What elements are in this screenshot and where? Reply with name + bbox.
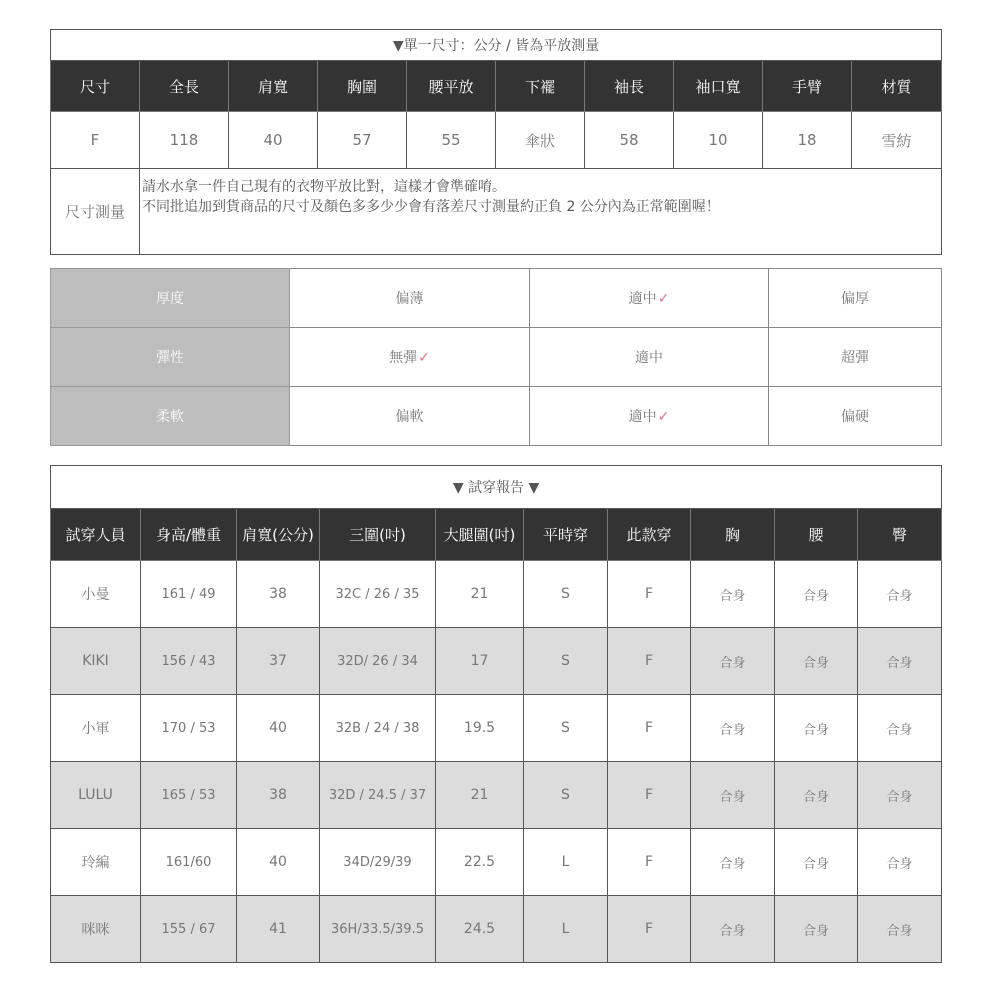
report-cell: 合身 xyxy=(858,561,942,628)
report-cell: KIKI xyxy=(51,628,141,695)
texture-option-label: 偏薄 xyxy=(395,291,424,307)
report-cell: 合身 xyxy=(775,896,858,963)
report-header-cell: 胸 xyxy=(691,509,775,561)
size-header-cell: 手臂 xyxy=(763,61,852,112)
report-cell: 36H/33.5/39.5 xyxy=(320,896,436,963)
report-cell: 41 xyxy=(237,896,320,963)
report-cell: 155 / 67 xyxy=(141,896,237,963)
report-cell: 40 xyxy=(237,695,320,762)
report-cell: 小軍 xyxy=(51,695,141,762)
size-value-cell: 118 xyxy=(140,112,229,169)
size-table-title: ▼單一尺寸：公分 / 皆為平放測量 xyxy=(51,30,942,61)
report-cell: F xyxy=(608,628,691,695)
report-cell: 32C / 26 / 35 xyxy=(320,561,436,628)
size-value-cell: 58 xyxy=(585,112,674,169)
report-cell: S xyxy=(524,561,608,628)
texture-option-label: 無彈 xyxy=(389,350,418,366)
report-cell: F xyxy=(608,762,691,829)
report-cell: 21 xyxy=(436,762,524,829)
texture-attribute-cell: 彈性 xyxy=(51,328,290,387)
report-cell: 合身 xyxy=(691,561,775,628)
report-cell: 161 / 49 xyxy=(141,561,237,628)
report-cell: 32D / 24.5 / 37 xyxy=(320,762,436,829)
report-cell: 咪咪 xyxy=(51,896,141,963)
report-cell: L xyxy=(524,829,608,896)
report-cell: 合身 xyxy=(691,695,775,762)
texture-attribute-cell: 厚度 xyxy=(51,269,290,328)
report-cell: 合身 xyxy=(775,762,858,829)
report-header-cell: 臀 xyxy=(858,509,942,561)
report-cell: L xyxy=(524,896,608,963)
check-mark-icon: ✓ xyxy=(657,291,670,307)
report-cell: 161/60 xyxy=(141,829,237,896)
report-header-cell: 腰 xyxy=(775,509,858,561)
report-row xyxy=(51,561,942,628)
texture-option-cell xyxy=(290,269,530,328)
report-cell: 22.5 xyxy=(436,829,524,896)
report-cell: 合身 xyxy=(775,561,858,628)
report-row xyxy=(51,628,942,695)
report-cell: 玲編 xyxy=(51,829,141,896)
report-cell: 合身 xyxy=(691,628,775,695)
report-header-cell: 三圍(吋) xyxy=(320,509,436,561)
report-cell: 合身 xyxy=(858,829,942,896)
report-cell: 21 xyxy=(436,561,524,628)
texture-option-label: 偏軟 xyxy=(395,409,424,425)
size-header-cell: 腰平放 xyxy=(407,61,496,112)
report-cell: 合身 xyxy=(691,896,775,963)
report-cell: 合身 xyxy=(691,829,775,896)
texture-option-cell xyxy=(530,328,769,387)
size-value-cell: 18 xyxy=(763,112,852,169)
texture-row xyxy=(51,269,942,328)
report-cell: 37 xyxy=(237,628,320,695)
report-row xyxy=(51,896,942,963)
report-cell: 24.5 xyxy=(436,896,524,963)
texture-option-cell xyxy=(769,269,942,328)
size-value-cell: F xyxy=(51,112,140,169)
texture-option-label: 超彈 xyxy=(841,350,869,366)
report-cell: 小曼 xyxy=(51,561,141,628)
report-cell: 165 / 53 xyxy=(141,762,237,829)
size-header-cell: 袖長 xyxy=(585,61,674,112)
size-value-row xyxy=(51,112,942,169)
report-cell: 合身 xyxy=(775,628,858,695)
size-header-cell: 袖口寬 xyxy=(674,61,763,112)
report-cell: F xyxy=(608,896,691,963)
size-header-cell: 尺寸 xyxy=(51,61,140,112)
size-table-title-row xyxy=(51,30,942,61)
texture-option-cell xyxy=(530,387,769,446)
report-header-cell: 大腿圍(吋) xyxy=(436,509,524,561)
size-header-cell: 全長 xyxy=(140,61,229,112)
texture-table-body xyxy=(51,269,942,446)
texture-row xyxy=(51,328,942,387)
report-cell: 40 xyxy=(237,829,320,896)
report-cell: S xyxy=(524,695,608,762)
report-header-cell: 平時穿 xyxy=(524,509,608,561)
texture-option-label: 適中 xyxy=(628,291,657,307)
report-cell: S xyxy=(524,628,608,695)
texture-row xyxy=(51,387,942,446)
report-cell: F xyxy=(608,695,691,762)
report-cell: 38 xyxy=(237,561,320,628)
report-row xyxy=(51,695,942,762)
size-value-cell: 57 xyxy=(318,112,407,169)
size-note-row xyxy=(51,169,942,255)
report-cell: 合身 xyxy=(858,762,942,829)
size-note-line: 不同批追加到貨商品的尺寸及顏色多多少少會有落差尺寸測量約正負 2 公分內為正常範圍喔！ xyxy=(142,199,720,215)
check-mark-icon: ✓ xyxy=(418,350,430,366)
size-header-cell: 材質 xyxy=(852,61,942,112)
report-cell: 合身 xyxy=(691,762,775,829)
report-cell: 156 / 43 xyxy=(141,628,237,695)
report-header-row xyxy=(51,509,942,561)
size-value-cell: 40 xyxy=(229,112,318,169)
texture-option-label: 偏厚 xyxy=(841,291,869,307)
texture-option-cell xyxy=(530,269,769,328)
report-cell: 32D/ 26 / 34 xyxy=(320,628,436,695)
report-cell: F xyxy=(608,561,691,628)
report-cell: 38 xyxy=(237,762,320,829)
report-cell: 34D/29/39 xyxy=(320,829,436,896)
size-value-cell: 55 xyxy=(407,112,496,169)
report-title-row xyxy=(51,466,942,509)
try-on-report-table xyxy=(50,465,942,963)
report-cell: F xyxy=(608,829,691,896)
report-row xyxy=(51,762,942,829)
report-cell: 32B / 24 / 38 xyxy=(320,695,436,762)
report-title: ▼ 試穿報告 ▼ xyxy=(51,466,942,509)
size-note-label: 尺寸測量 xyxy=(51,169,140,255)
size-table xyxy=(50,29,942,255)
report-cell: 19.5 xyxy=(436,695,524,762)
texture-attribute-cell: 柔軟 xyxy=(51,387,290,446)
size-header-cell: 下襬 xyxy=(496,61,585,112)
report-cell: 合身 xyxy=(775,829,858,896)
report-cell: S xyxy=(524,762,608,829)
texture-option-cell xyxy=(769,328,942,387)
texture-option-label: 適中 xyxy=(635,350,663,366)
size-table-header-row xyxy=(51,61,942,112)
texture-table xyxy=(50,268,942,446)
report-row xyxy=(51,829,942,896)
texture-option-label: 偏硬 xyxy=(841,409,869,425)
texture-option-cell xyxy=(290,328,530,387)
report-header-cell: 此款穿 xyxy=(608,509,691,561)
size-header-cell: 胸圍 xyxy=(318,61,407,112)
report-cell: 合身 xyxy=(775,695,858,762)
report-table-body xyxy=(51,561,942,963)
report-cell: 合身 xyxy=(858,695,942,762)
size-note-line: 請水水拿一件自己現有的衣物平放比對，這樣才會準確唷。 xyxy=(142,179,506,195)
report-cell: LULU xyxy=(51,762,141,829)
report-header-cell: 身高/體重 xyxy=(141,509,237,561)
report-cell: 17 xyxy=(436,628,524,695)
size-value-cell: 雪紡 xyxy=(852,112,942,169)
texture-option-cell xyxy=(290,387,530,446)
size-note-text xyxy=(140,169,942,255)
check-mark-icon: ✓ xyxy=(657,409,670,425)
report-header-cell: 肩寬(公分) xyxy=(237,509,320,561)
size-value-cell: 傘狀 xyxy=(496,112,585,169)
report-header-cell: 試穿人員 xyxy=(51,509,141,561)
size-header-cell: 肩寬 xyxy=(229,61,318,112)
texture-option-cell xyxy=(769,387,942,446)
size-value-cell: 10 xyxy=(674,112,763,169)
texture-option-label: 適中 xyxy=(628,409,657,425)
report-cell: 合身 xyxy=(858,628,942,695)
report-cell: 合身 xyxy=(858,896,942,963)
report-cell: 170 / 53 xyxy=(141,695,237,762)
